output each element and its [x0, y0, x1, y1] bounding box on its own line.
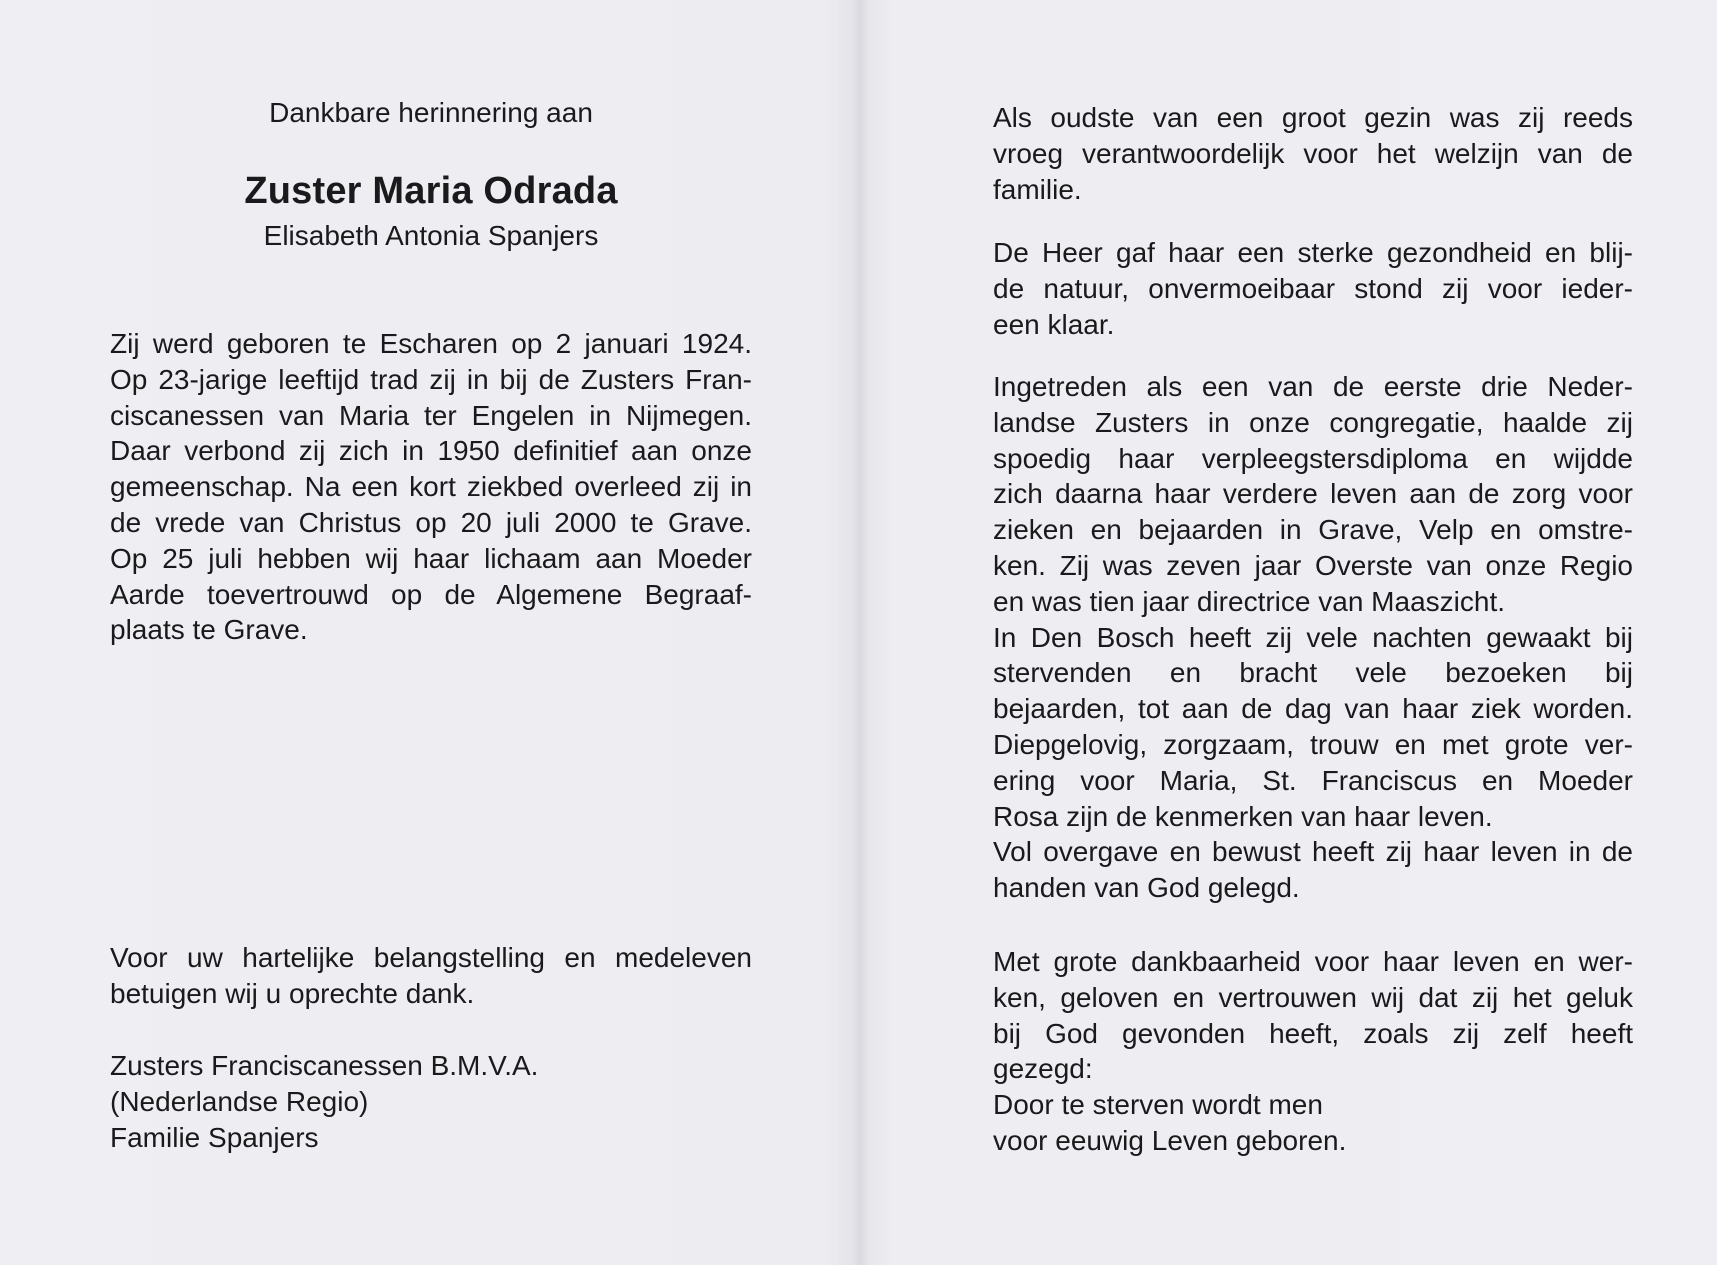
signature [110, 1048, 752, 1155]
signature-line: Familie Spanjers [110, 1121, 319, 1153]
paragraph-line: bij God gevonden heeft, zoals zij zelf heeft [993, 1017, 1633, 1049]
paragraph-line: spoedig haar verpleegstersdiploma en wijdde [993, 442, 1633, 474]
paragraph-line: Diepgelovig, zorgzaam, trouw en met grote ver- [993, 728, 1633, 760]
paragraph-line: familie. [993, 173, 1082, 205]
paragraph-line: In Den Bosch heeft zij vele nachten gewaakt bij [993, 621, 1633, 653]
bio-line: gemeenschap. Na een kort ziekbed overleed zij in [110, 471, 752, 503]
paragraph-line: de natuur, onvermoeibaar stond zij voor ieder- [993, 272, 1633, 304]
signature-line: Zusters Franciscanessen B.M.V.A. [110, 1050, 539, 1081]
paragraph-line: gezegd: [993, 1053, 1093, 1085]
bio-line: plaats te Grave. [110, 614, 308, 646]
paragraph-line: Ingetreden als een van de eerste drie Neder- [993, 371, 1633, 402]
signature-line: (Nederlandse Regio) [110, 1085, 369, 1117]
thanks-line: betuigen wij u oprechte dank. [110, 977, 475, 1009]
paragraph-line: ering voor Maria, St. Franciscus en Moeder [993, 764, 1633, 796]
thanks-text [110, 940, 752, 1012]
paragraph-gratitude [993, 944, 1633, 1159]
deceased-name: Zuster Maria Odrada [244, 170, 618, 212]
bio-line: Aarde toevertrouwd op de Algemene Begraaf- [110, 578, 752, 610]
paragraph-line: Vol overgave en bewust heeft zij haar leven in de [993, 836, 1633, 868]
paragraph-line: een klaar. [993, 308, 1115, 340]
bio-line: Op 25 juli hebben wij haar lichaam aan Moeder [110, 542, 752, 574]
paragraph-line: bejaarden, tot aan de dag van haar ziek worden. [993, 693, 1633, 725]
paragraph-family [993, 100, 1633, 207]
quote-line: Door te sterven wordt men [993, 1089, 1323, 1121]
paragraph-line: en was tien jaar directrice van Maaszicht. [993, 585, 1505, 617]
paragraph-line: ken, geloven en vertrouwen wij dat zij het geluk [993, 981, 1633, 1013]
quote-line: voor eeuwig Leven geboren. [993, 1124, 1347, 1156]
bio-line: Op 23-jarige leeftijd trad zij in bij de Zusters Fran- [110, 363, 752, 395]
paragraph-line: zieken en bejaarden in Grave, Velp en omstre- [993, 514, 1633, 546]
paragraph-line: De Heer gaf haar een sterke gezondheid en blij- [993, 237, 1633, 268]
bio-line: Daar verbond zij zich in 1950 definitief aan onze [110, 435, 752, 467]
paragraph-line: Met grote dankbaarheid voor haar leven en wer- [993, 946, 1633, 977]
paragraph-line: ken. Zij was zeven jaar Overste van onze Regio [993, 549, 1633, 581]
birth-name: Elisabeth Antonia Spanjers [263, 220, 599, 251]
biography [110, 326, 752, 648]
bio-line: de vrede van Christus op 20 juli 2000 te Grave. [110, 506, 752, 538]
bio-line: Zij werd geboren te Escharen op 2 januari 1924. [110, 328, 752, 359]
thanks-line: Voor uw hartelijke belangstelling en medeleven [110, 942, 752, 973]
paragraph-line: vroeg verantwoordelijk voor het welzijn van de [993, 137, 1633, 169]
paragraph-line: handen van God gelegd. [993, 872, 1300, 904]
intro-text: Dankbare herinnering aan [269, 97, 593, 128]
paragraph-line: Als oudste van een groot gezin was zij reeds [993, 102, 1633, 133]
paragraph-line: landse Zusters in onze congregatie, haalde zij [993, 406, 1633, 438]
paragraph-line: zich daarna haar verdere leven aan de zorg voor [993, 478, 1633, 510]
paragraph-career [993, 369, 1633, 906]
paragraph-line: stervenden en bracht vele bezoeken bij [993, 657, 1633, 689]
paragraph-line: Rosa zijn de kenmerken van haar leven. [993, 800, 1493, 832]
bio-line: ciscanessen van Maria ter Engelen in Nijmegen. [110, 399, 752, 431]
paragraph-health [993, 235, 1633, 342]
